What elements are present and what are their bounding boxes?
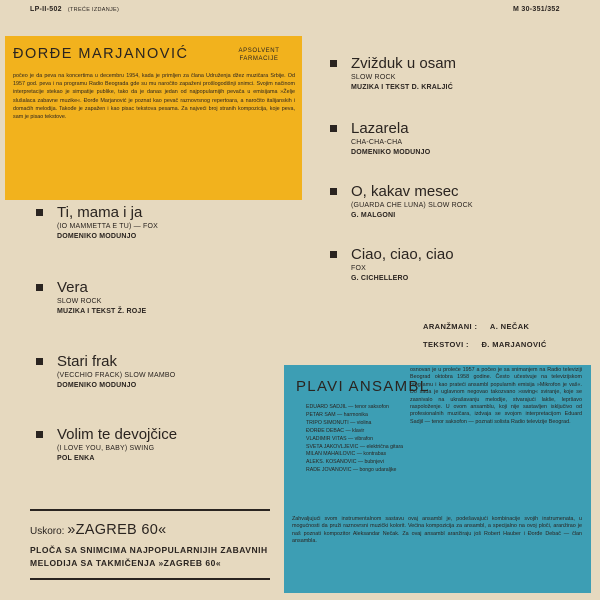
artist-subtitle-line1: APSOLVENT [238,48,280,54]
bullet-square-icon [330,251,337,258]
lyrics-credit [423,340,547,349]
track-title: Ti, mama i ja [57,204,143,221]
track-title: Zvižduk u osam [351,55,457,72]
track-style: (I LOVE YOU, BABY) SWING [57,445,155,452]
member-item: TRIPO SIMONUTI — violina [306,419,372,426]
promo-line-2: PLOČA SA SNIMCIMA NAJPOPULARNIJIH ZABAVNIH [30,545,268,555]
ensemble-text-top: osnovan je u proleće 1957 a počeo je sa snimanjem na Radio televiziji Beograd oktobra 1958 godine. Često učestvuje na televizijskom programu i kao prateći ansambl popularnih emisija »Mikrofon je vaš«. Do sada je uglavnom negovao takozvano »swing« sviranje, koje se zasnivalo na ukrašavanju melodije, stvarajući lakše, lepršavo raspoloženje. U ovom ansamblu, koji nije sastavljen isključivo od profesionalnih muzičara, izdvaja se svojom interpretacijom Eduard Sadjil — tenor saksofon — poznati solista Radio televizije Beograd. [410,367,582,425]
member-item: EDUARD SADJIL — tenor saksofon [306,404,389,410]
member-item: ALEKS. KOSANOVIĆ — bubnjevi [306,459,384,466]
track-title: Stari frak [57,353,118,370]
artist-subtitle [228,47,290,63]
promo-prefix: Uskoro: [30,526,65,537]
member-item: MILAN MAHAILOVIĆ — kontrabas [306,451,387,458]
bullet-square-icon [330,125,337,132]
track-author: POL ENKA [57,455,95,462]
arrangements-credit [423,322,529,331]
catalog-left-text: LP-II-502 [30,6,62,13]
edition-label: (TREĆE IZDANJE) [67,7,120,13]
member-item: SVETA JAKOVLJEVIĆ — električna gitara [306,443,404,450]
track-title: Vera [57,279,88,296]
bullet-square-icon [36,431,43,438]
ensemble-name: PLAVI ANSAMBL [296,378,430,395]
member-item: RADE JOVANOVIĆ — bongo udaraljke [306,467,397,474]
lyrics-value: Đ. MARJANOVIĆ [481,340,547,349]
bullet-square-icon [330,188,337,195]
track-title: Lazarela [351,120,409,137]
catalog-number-right: M 30-351/352 [513,6,560,13]
catalog-number-left [30,6,119,13]
promo-top-divider [30,509,270,511]
track-style: FOX [351,265,366,272]
member-item: VLADIMIR VITAS — vibrafon [306,435,374,442]
track-style: SLOW ROCK [57,298,102,305]
artist-name: ĐORĐE MARJANOVIĆ [13,46,189,62]
track-author: DOMENIKO MODUNJO [57,382,137,389]
track-author: DOMENIKO MODUNJO [57,233,137,240]
track-author: DOMENIKO MODUNJO [351,149,431,156]
bullet-square-icon [36,209,43,216]
track-title: O, kakav mesec [351,183,459,200]
track-title: Ciao, ciao, ciao [351,246,454,263]
ensemble-text-bottom: Zahvaljujući svom instrumentalnom sastavu ovaj ansambl je, podešavajući kombinacije svojih instrumenata, u mogućnosti da pruži raznovrsni muzički kolorit. Većina kompozicija za ansambl, a specijalno na ovoj ploči, aranžirao je naš poznati kompozitor Aleksandar Nečak. Za ovaj ansambl aranžiraju još Robert Hauber i Đorđe Debač — član ansambla. [292,516,582,545]
track-style: (VECCHIO FRACK) SLOW MAMBO [57,372,176,379]
track-author: MUZIKA I TEKST Ž. ROJE [57,308,147,315]
track-style: CHA-CHA-CHA [351,139,403,146]
bullet-square-icon [36,358,43,365]
artist-subtitle-line2: FARMACIJE [239,56,279,62]
track-title: Volim te devojčice [57,426,178,443]
bullet-square-icon [330,60,337,67]
member-item: ĐORĐE DEBAČ — klavir [306,427,365,434]
promo-heading [30,522,166,538]
track-style: (IO MAMMETTA E TU) — FOX [57,223,158,230]
bullet-square-icon [36,284,43,291]
promo-bottom-divider [30,578,270,580]
arrangements-label: ARANŽMANI : [423,322,478,331]
track-style: SLOW ROCK [351,74,396,81]
track-author: MUZIKA I TEKST D. KRALJIĆ [351,84,453,91]
track-author: G. CICHELLERO [351,275,409,282]
promo-line-3: MELODIJA SA TAKMIČENJA »ZAGREB 60« [30,558,222,568]
ensemble-members-list [306,404,410,475]
artist-bio-text: počeo je da peva na koncertima u decembru 1954, kada je primljen za člana Udruženja džez muzičara Srbije. Od 1957 god. peva i na programu Radio Beograda gde su mu naročito zapaženi prošlogodišnji snimci. Svojim načinom interpretacije stekao je simpatije publike, tako da je danas jedan od najpopularnijih pevača u emisijama »Želje slušalaca zabavne muzike«. Đorđe Marjanović je poznat kao pevač raznovrsnog repertoara, a naročito italijanskih i domaćih melodija. Takođe je zapažen i kao pisac tekstova pesama. Za najveći broj stranih kompozicija, koje peva, sam je pisao tekstove. [13,73,295,121]
member-item: PETAR SAM — harmonika [306,411,368,418]
promo-title: »ZAGREB 60« [67,522,167,538]
track-style: (GUARDA CHE LUNA) SLOW ROCK [351,202,473,209]
lyrics-label: TEKSTOVI : [423,340,469,349]
track-author: G. MALGONI [351,212,396,219]
arrangements-value: A. NEČAK [489,322,530,331]
